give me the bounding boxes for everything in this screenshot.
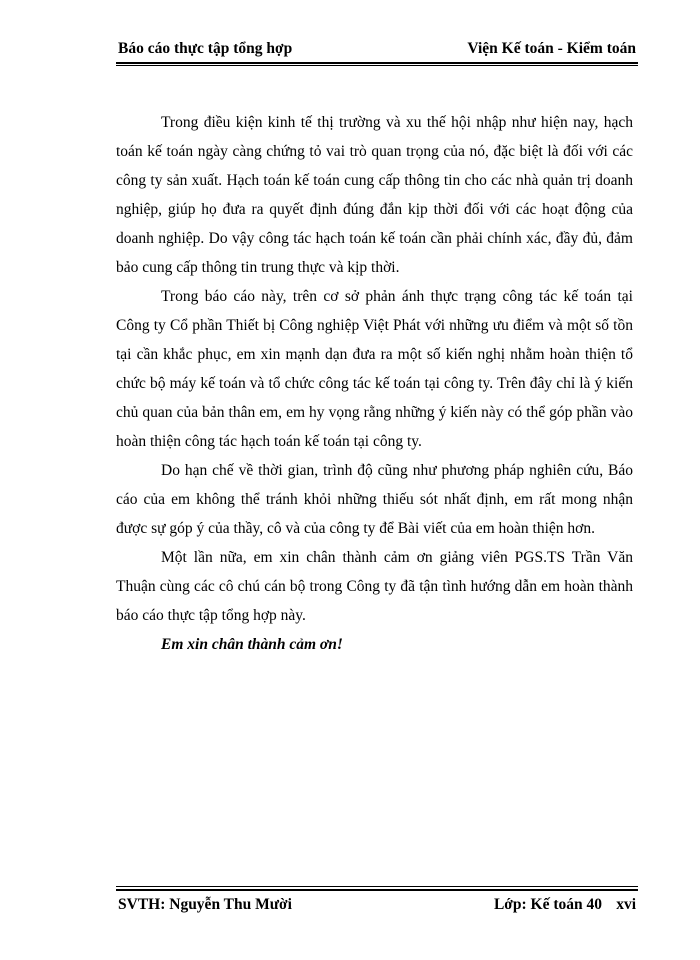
header-report-title: Báo cáo thực tập tổng hợp xyxy=(118,40,293,57)
paragraph-2: Trong báo cáo này, trên cơ sở phản ánh thực trạng công tác kế toán tại Công ty Cổ phần Thiết bị Công nghiệp Việt Phát với những ưu điểm và một số tồn tại cần khắc phục, em xin mạnh dạn đưa ra một số kiến nghị nhằm hoàn thiện tổ chức bộ máy kế toán và tổ chức công tác kế toán tại công ty. Trên đây chỉ là ý kiến chủ quan của bản thân em, em hy vọng rằng những ý kiến này có thể góp phần vào hoàn thiện công tác hạch toán kế toán tại công ty. xyxy=(116,288,633,450)
paragraph-1: Trong điều kiện kinh tế thị trường và xu thế hội nhập như hiện nay, hạch toán kế toán ngày càng chứng tỏ vai trò quan trọng của nó, đặc biệt là đối với các công ty sản xuất. Hạch toán kế toán cung cấp thông tin cho các nhà quản trị doanh nghiệp, giúp họ đưa ra quyết định đúng đắn kịp thời đối với các hoạt động của doanh nghiệp. Do vậy công tác hạch toán kế toán cần phải chính xác, đầy đủ, đảm bảo cung cấp thông tin trung thực và kịp thời. xyxy=(116,114,633,276)
footer-divider-thick xyxy=(116,889,638,891)
header-institute: Viện Kế toán - Kiểm toán xyxy=(467,40,636,57)
page-header xyxy=(116,40,638,64)
closing-line: Em xin chân thành cảm ơn! xyxy=(161,636,343,653)
page-number: xvi xyxy=(616,896,636,913)
paragraph-4: Một lần nữa, em xin chân thành cảm ơn giảng viên PGS.TS Trần Văn Thuận cùng các cô chú cán bộ trong Công ty đã tận tình hướng dẫn em hoàn thành báo cáo thực tập tổng hợp này. xyxy=(116,549,633,624)
paragraph-3: Do hạn chế về thời gian, trình độ cũng như phương pháp nghiên cứu, Báo cáo của em không thể tránh khỏi những thiếu sót nhất định, em rất mong nhận được sự góp ý của thầy, cô và của công ty để Bài viết của em hoàn thiện hơn. xyxy=(116,462,633,537)
footer-divider-thin xyxy=(116,886,638,887)
page-footer xyxy=(116,886,638,916)
header-divider-thick xyxy=(116,62,638,64)
footer-student: SVTH: Nguyễn Thu Mười xyxy=(118,896,292,913)
header-divider-thin xyxy=(116,65,638,66)
footer-class: Lớp: Kế toán 40 xyxy=(493,896,602,913)
document-body xyxy=(116,108,633,659)
